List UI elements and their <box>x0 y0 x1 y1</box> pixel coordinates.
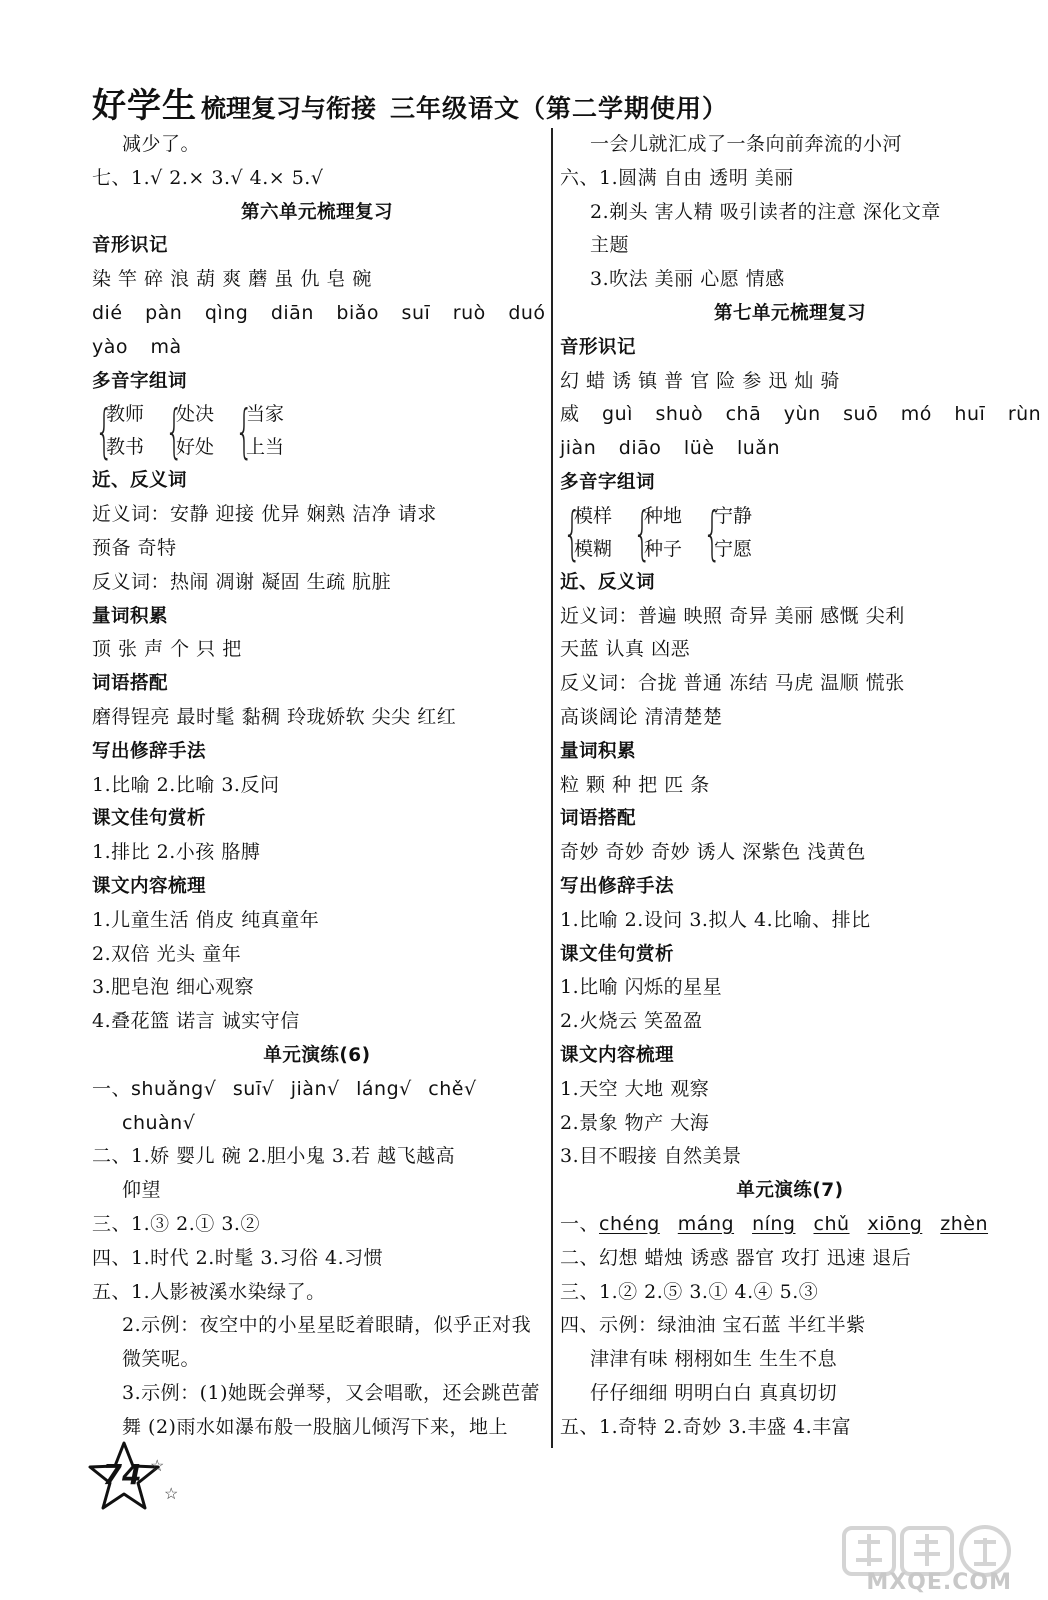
answer-line: 奇妙 奇妙 奇妙 诱人 深紫色 浅黄色 <box>560 841 866 864</box>
answer-line: 三、1.② 2.⑤ 3.① 4.④ 5.③ <box>560 1280 819 1303</box>
pinyin-line: 威 guì shuò chā yùn suō mó huī rùn <box>560 403 1042 426</box>
answer-line: 津津有味 栩栩如生 生生不息 <box>590 1348 838 1371</box>
brace-icon: { <box>563 498 582 567</box>
answer-line: 染 竿 碎 浪 葫 爽 蘑 虽 仇 皂 碗 <box>92 268 372 291</box>
section-title: 第七单元梳理复习 <box>713 302 866 324</box>
answer-line: 反义词：热闹 凋谢 凝固 生疏 肮脏 <box>92 570 392 593</box>
answer-line: 五、1.奇特 2.奇妙 3.丰盛 4.丰富 <box>560 1415 852 1438</box>
brand-title: 好学生 <box>92 86 197 126</box>
answer-line: 减少了。 <box>122 133 201 155</box>
polyphone-groups <box>560 500 1020 566</box>
answer-prefix: 一、 <box>560 1212 600 1235</box>
word: 教书 <box>106 436 145 459</box>
pinyin-line: dié pàn qìng diān biǎo suī ruò duó <box>92 301 546 324</box>
subsection-heading: 课文内容梳理 <box>92 875 207 897</box>
answer-line: 天蓝 认真 凶恶 <box>560 638 691 661</box>
subsection-heading: 量词积累 <box>92 605 169 627</box>
answer-line: 1.天空 大地 观察 <box>560 1077 710 1100</box>
subsection-heading: 多音字组词 <box>92 370 188 392</box>
polyphone-group <box>560 500 612 566</box>
subsection-heading: 写出修辞手法 <box>92 740 207 762</box>
subsection-heading: 写出修辞手法 <box>560 875 675 897</box>
answer-line: 五、1.人影被溪水染绿了。 <box>92 1280 326 1303</box>
polyphone-group <box>92 398 144 464</box>
answer-line: 三、1.③ 2.① 3.② <box>92 1212 260 1235</box>
answer-line: 2.剃头 害人精 吸引读者的注意 深化文章 <box>590 200 941 223</box>
answer-line: 七、1.√ 2.× 3.√ 4.× 5.√ <box>92 166 324 189</box>
small-star-icon: ☆ <box>150 1456 165 1475</box>
answer-line: 粒 颗 种 把 匹 条 <box>560 773 710 796</box>
page-header <box>92 78 992 128</box>
answer-line: 1.儿童生活 俏皮 纯真童年 <box>92 908 320 931</box>
pinyin-line: chuàn√ <box>122 1111 196 1134</box>
word: 种地 <box>644 504 683 527</box>
answer-line: 一会儿就汇成了一条向前奔流的小河 <box>590 133 903 155</box>
subsection-heading: 近、反义词 <box>560 571 656 593</box>
word: 模样 <box>574 504 613 527</box>
answer-line: 2.火烧云 笑盈盈 <box>560 1010 703 1033</box>
word: 教师 <box>106 403 145 426</box>
answer-line: 反义词：合拢 普通 冻结 马虎 温顺 慌张 <box>560 672 905 695</box>
answer-line: 二、1.娇 婴儿 碗 2.胆小鬼 3.若 越飞越高 <box>92 1145 456 1168</box>
answer-line: 顶 张 声 个 只 把 <box>92 638 242 661</box>
answer-line: 近义词：普遍 映照 奇异 美丽 感慨 尖利 <box>560 604 905 627</box>
polyphone-group <box>232 398 284 464</box>
underlined-pinyin: zhèn <box>940 1212 989 1235</box>
underlined-pinyin: níng <box>752 1212 796 1235</box>
answer-line: 1.比喻 2.设问 3.拟人 4.比喻、排比 <box>560 908 871 931</box>
pinyin-line: 一、shuǎng√ suī√ jiàn√ láng√ chě√ <box>92 1077 477 1100</box>
word: 上当 <box>246 436 285 459</box>
answer-line: 仔仔细细 明明白白 真真切切 <box>590 1381 838 1404</box>
section-title: 第六单元梳理复习 <box>240 201 393 223</box>
subsection-heading: 量词积累 <box>560 740 637 762</box>
small-star-icon: ☆ <box>164 1484 179 1503</box>
brace-icon: { <box>235 397 254 466</box>
polyphone-group <box>162 398 214 464</box>
section-title: 单元演练(7) <box>736 1180 844 1202</box>
subsection-heading: 近、反义词 <box>92 470 188 492</box>
subsection-heading: 课文佳句赏析 <box>92 808 207 830</box>
answer-line: 4.叠花篮 诺言 诚实守信 <box>92 1010 300 1033</box>
column-divider <box>551 128 553 1448</box>
page-number: 74 <box>102 1458 142 1491</box>
word: 宁愿 <box>714 537 753 560</box>
right-column <box>560 128 1042 1444</box>
answer-line: 仰望 <box>122 1179 162 1202</box>
brace-icon: { <box>633 498 652 567</box>
word: 模糊 <box>574 537 613 560</box>
brace-icon: { <box>165 397 184 466</box>
polyphone-group <box>700 500 752 566</box>
subsection-heading: 词语搭配 <box>560 808 637 830</box>
word: 种子 <box>644 537 683 560</box>
answer-line: 幻 蜡 诱 镇 普 官 险 参 迅 灿 骑 <box>560 369 840 392</box>
left-column <box>92 128 546 1444</box>
word: 宁静 <box>714 504 753 527</box>
answer-line: 微笑呢。 <box>122 1348 201 1371</box>
subsection-heading: 词语搭配 <box>92 673 169 695</box>
answer-line: 3.目不暇接 自然美景 <box>560 1145 742 1168</box>
series-subtitle: 梳理复习与衔接 <box>201 94 377 123</box>
subsection-heading: 课文佳句赏析 <box>560 943 675 965</box>
pinyin-answer-line <box>560 1208 1020 1242</box>
polyphone-group <box>630 500 682 566</box>
brace-icon: { <box>95 397 114 466</box>
answer-line: 3.吹法 美丽 心愿 情感 <box>590 268 785 291</box>
answer-line: 四、1.时代 2.时髦 3.习俗 4.习惯 <box>92 1246 384 1269</box>
word: 处决 <box>176 403 215 426</box>
underlined-pinyin: xiōng <box>867 1212 923 1235</box>
subsection-heading: 音形识记 <box>92 235 169 257</box>
answer-line: 2.示例：夜空中的小星星眨着眼睛，似乎正对我 <box>122 1314 532 1337</box>
answer-line: 六、1.圆满 自由 透明 美丽 <box>560 166 794 189</box>
underlined-pinyin: chéng <box>599 1212 660 1235</box>
subsection-heading: 多音字组词 <box>560 471 656 493</box>
brace-icon: { <box>703 498 722 567</box>
answer-line: 2.景象 物产 大海 <box>560 1111 710 1134</box>
answer-line: 高谈阔论 清清楚楚 <box>560 705 723 728</box>
answer-line: 预备 奇特 <box>92 536 177 559</box>
answer-line: 主题 <box>590 234 630 257</box>
answer-line: 舞 (2)雨水如瀑布般一股脑儿倾泻下来，地上 <box>122 1415 508 1438</box>
answer-line: 近义词：安静 迎接 优异 娴熟 洁净 请求 <box>92 503 437 526</box>
pinyin-line: yào mà <box>92 335 182 358</box>
answer-line: 3.示例：(1)她既会弹琴，又会唱歌，还会跳芭蕾 <box>122 1381 541 1404</box>
answer-line: 2.双倍 光头 童年 <box>92 942 242 965</box>
subsection-heading: 音形识记 <box>560 336 637 358</box>
underlined-pinyin: chǔ <box>813 1212 850 1235</box>
answer-line: 1.比喻 闪烁的星星 <box>560 976 723 999</box>
polyphone-groups <box>92 398 542 464</box>
answer-line: 1.排比 2.小孩 胳膊 <box>92 841 261 864</box>
answer-line: 3.肥皂泡 细心观察 <box>92 976 255 999</box>
answer-line: 磨得锃亮 最时髦 黏稠 玲珑娇软 尖尖 红红 <box>92 705 457 728</box>
answer-line: 1.比喻 2.比喻 3.反问 <box>92 773 280 796</box>
word: 好处 <box>176 436 215 459</box>
subsection-heading: 课文内容梳理 <box>560 1044 675 1066</box>
pinyin-line: jiàn diāo lüè luǎn <box>560 437 780 460</box>
section-title: 单元演练(6) <box>263 1044 371 1066</box>
underlined-pinyin: máng <box>677 1212 735 1235</box>
word: 当家 <box>246 403 285 426</box>
answer-line: 四、示例：绿油油 宝石蓝 半红半紫 <box>560 1314 866 1337</box>
book-title: 三年级语文（第二学期使用） <box>390 94 729 123</box>
answer-line: 二、幻想 蜡烛 诱惑 器官 攻打 迅速 退后 <box>560 1246 912 1269</box>
watermark-text: MXQE.COM <box>866 1570 1012 1595</box>
